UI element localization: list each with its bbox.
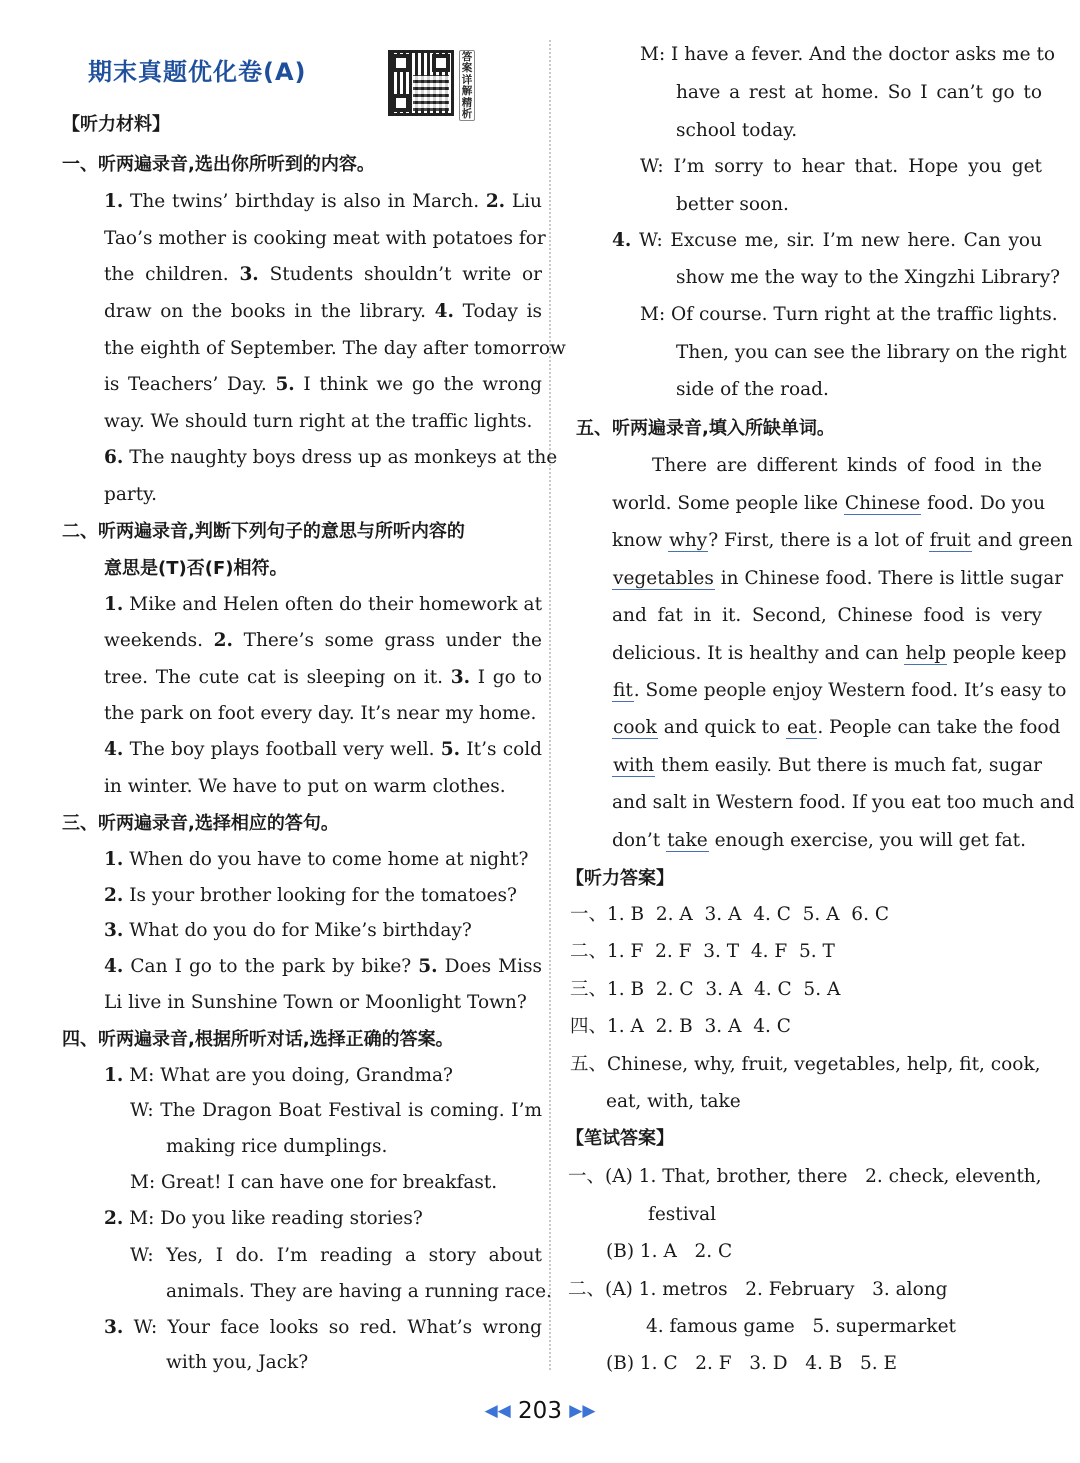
s3-line-4: 4. Can I go to the park by bike? 5. Does Miss <box>104 956 542 977</box>
s4-d2-line-2: W: Yes, I do. I’m reading a story about <box>130 1245 542 1266</box>
written-answers-1c: (B) 1. A 2. C <box>606 1241 733 1262</box>
next-arrows-icon[interactable]: ▶▶ <box>569 1401 596 1421</box>
s1-line-6: is Teachers’ Day. 5. I think we go the wrong <box>104 374 542 395</box>
d3-cont-line-3: school today. <box>676 120 798 141</box>
s1-line-5: the eighth of September. The day after tomorrow <box>104 338 566 359</box>
blank-fit: fit <box>613 680 633 701</box>
listening-answers-3: 三、1. B 2. C 3. A 4. C 5. A <box>570 979 841 1000</box>
s2-line-4: the park on foot every day. It’s near my home. <box>104 703 537 724</box>
blank-why: why <box>668 530 708 551</box>
s5-line-1: There are different kinds of food in the <box>652 455 1042 476</box>
section-3-heading: 三、听两遍录音,选择相应的答句。 <box>62 813 339 834</box>
listening-answers-2: 二、1. F 2. F 3. T 4. F 5. T <box>570 941 835 962</box>
section-2-heading-1: 二、听两遍录音,判断下列句子的意思与所听内容的 <box>62 521 465 542</box>
s5-line-6: delicious. It is healthy and can help people keep <box>612 643 1067 664</box>
s1-line-7: way. We should turn right at the traffic lights. <box>104 411 533 432</box>
s1-line-3: the children. 3. Students shouldn’t write or <box>104 264 542 285</box>
blank-with: with <box>613 755 655 776</box>
s4-d2-line-1: 2. M: Do you like reading stories? <box>104 1208 423 1229</box>
s5-line-8: cook and quick to eat. People can take the food <box>613 717 1061 738</box>
blank-fruit: fruit <box>929 530 971 551</box>
s5-line-5: and fat in it. Second, Chinese food is very <box>612 605 1042 626</box>
s4-d1-line-4: M: Great! I can have one for breakfast. <box>130 1172 498 1193</box>
s5-line-3: know why? First, there is a lot of fruit and green <box>612 530 1073 551</box>
listening-answers-heading: 【听力答案】 <box>566 868 674 889</box>
s5-line-9: with them easily. But there is much fat, sugar <box>613 755 1042 776</box>
page-number: 203 <box>518 1398 562 1424</box>
s4-d3-line-2: with you, Jack? <box>166 1352 309 1373</box>
written-answers-1a: 一、(A) 1. That, brother, there 2. check, eleventh, <box>568 1166 1042 1187</box>
s1-line-9: party. <box>104 484 158 505</box>
blank-help: help <box>905 643 947 664</box>
s1-line-4: draw on the books in the library. 4. Today is <box>104 301 542 322</box>
page-title: 期末真题优化卷(A) <box>88 58 307 86</box>
written-answers-heading: 【笔试答案】 <box>566 1128 674 1149</box>
s2-line-1: 1. Mike and Helen often do their homework at <box>104 594 543 615</box>
d4-line-4: Then, you can see the library on the right <box>676 342 1067 363</box>
blank-cook: cook <box>613 717 657 738</box>
qr-label: 答案详解精析 <box>459 50 475 121</box>
listening-material-heading: 【听力材料】 <box>62 114 170 135</box>
s2-line-3: tree. The cute cat is sleeping on it. 3. I go to <box>104 667 542 688</box>
written-answers-2a: 二、(A) 1. metros 2. February 3. along <box>568 1279 948 1300</box>
written-answers-1b: festival <box>648 1204 717 1225</box>
d4-line-3: M: Of course. Turn right at the traffic lights. <box>640 304 1058 325</box>
s3-line-1: 1. When do you have to come home at night? <box>104 849 529 870</box>
listening-answers-5a: 五、Chinese, why, fruit, vegetables, help, fit, cook, <box>570 1054 1041 1075</box>
blank-take: take <box>667 830 708 851</box>
s3-line-3: 3. What do you do for Mike’s birthday? <box>104 920 472 941</box>
s3-line-5: Li live in Sunshine Town or Moonlight Town? <box>104 992 527 1013</box>
s1-line-2: Tao’s mother is cooking meat with potatoes for <box>104 228 546 249</box>
s2-line-5: 4. The boy plays football very well. 5. It’s cold <box>104 739 542 760</box>
s4-d1-line-1: 1. M: What are you doing, Grandma? <box>104 1065 453 1086</box>
s5-line-10: and salt in Western food. If you eat too much and <box>612 792 1075 813</box>
written-answers-2b: 4. famous game 5. supermarket <box>646 1316 956 1337</box>
prev-arrows-icon[interactable]: ◀◀ <box>484 1401 511 1421</box>
listening-answers-5b: eat, with, take <box>606 1091 741 1112</box>
s1-line-8: 6. The naughty boys dress up as monkeys at the <box>104 447 558 468</box>
section-5-heading: 五、听两遍录音,填入所缺单词。 <box>576 418 835 439</box>
written-answers-2c: (B) 1. C 2. F 3. D 4. B 5. E <box>606 1353 898 1374</box>
s4-d1-line-2: W: The Dragon Boat Festival is coming. I’m <box>130 1100 542 1121</box>
blank-eat: eat <box>787 717 817 738</box>
s2-line-2: weekends. 2. There’s some grass under the <box>104 630 543 651</box>
blank-chinese: Chinese <box>844 493 921 514</box>
d4-line-2: show me the way to the Xingzhi Library? <box>676 267 1061 288</box>
s5-line-4: vegetables in Chinese food. There is little sugar <box>613 568 1064 589</box>
section-4-heading: 四、听两遍录音,根据所听对话,选择正确的答案。 <box>62 1029 454 1050</box>
section-2-heading-2: 意思是(T)否(F)相符。 <box>104 558 288 579</box>
listening-answers-4: 四、1. A 2. B 3. A 4. C <box>570 1016 791 1037</box>
d4-line-1: 4. W: Excuse me, sir. I’m new here. Can you <box>612 230 1042 251</box>
section-1-heading: 一、听两遍录音,选出你所听到的内容。 <box>62 154 375 175</box>
d3-cont-line-1: M: I have a fever. And the doctor asks me to <box>640 44 1056 65</box>
d3-cont-line-2: have a rest at home. So I can’t go to <box>676 82 1042 103</box>
d3-cont-line-4: W: I’m sorry to hear that. Hope you get <box>640 156 1042 177</box>
s4-d2-line-3: animals. They are having a running race. <box>166 1281 552 1302</box>
s5-line-2: world. Some people like Chinese food. Do you <box>612 493 1046 514</box>
s3-line-2: 2. Is your brother looking for the tomatoes? <box>104 885 517 906</box>
s1-line-1: 1. The twins’ birthday is also in March. 2. Liu <box>104 191 542 212</box>
s2-line-6: in winter. We have to put on warm clothes. <box>104 776 506 797</box>
column-divider <box>549 40 551 1370</box>
s5-line-11: don’t take enough exercise, you will get fat. <box>612 830 1026 851</box>
blank-vegetables: vegetables <box>613 568 714 589</box>
d3-cont-line-5: better soon. <box>676 194 789 215</box>
listening-answers-1: 一、1. B 2. A 3. A 4. C 5. A 6. C <box>570 904 889 925</box>
s4-d1-line-3: making rice dumplings. <box>166 1136 388 1157</box>
s5-line-7: fit. Some people enjoy Western food. It’s easy to <box>613 680 1067 701</box>
page-footer <box>0 1398 1080 1424</box>
s4-d3-line-1: 3. W: Your face looks so red. What’s wrong <box>104 1317 542 1338</box>
d4-line-5: side of the road. <box>676 379 829 400</box>
